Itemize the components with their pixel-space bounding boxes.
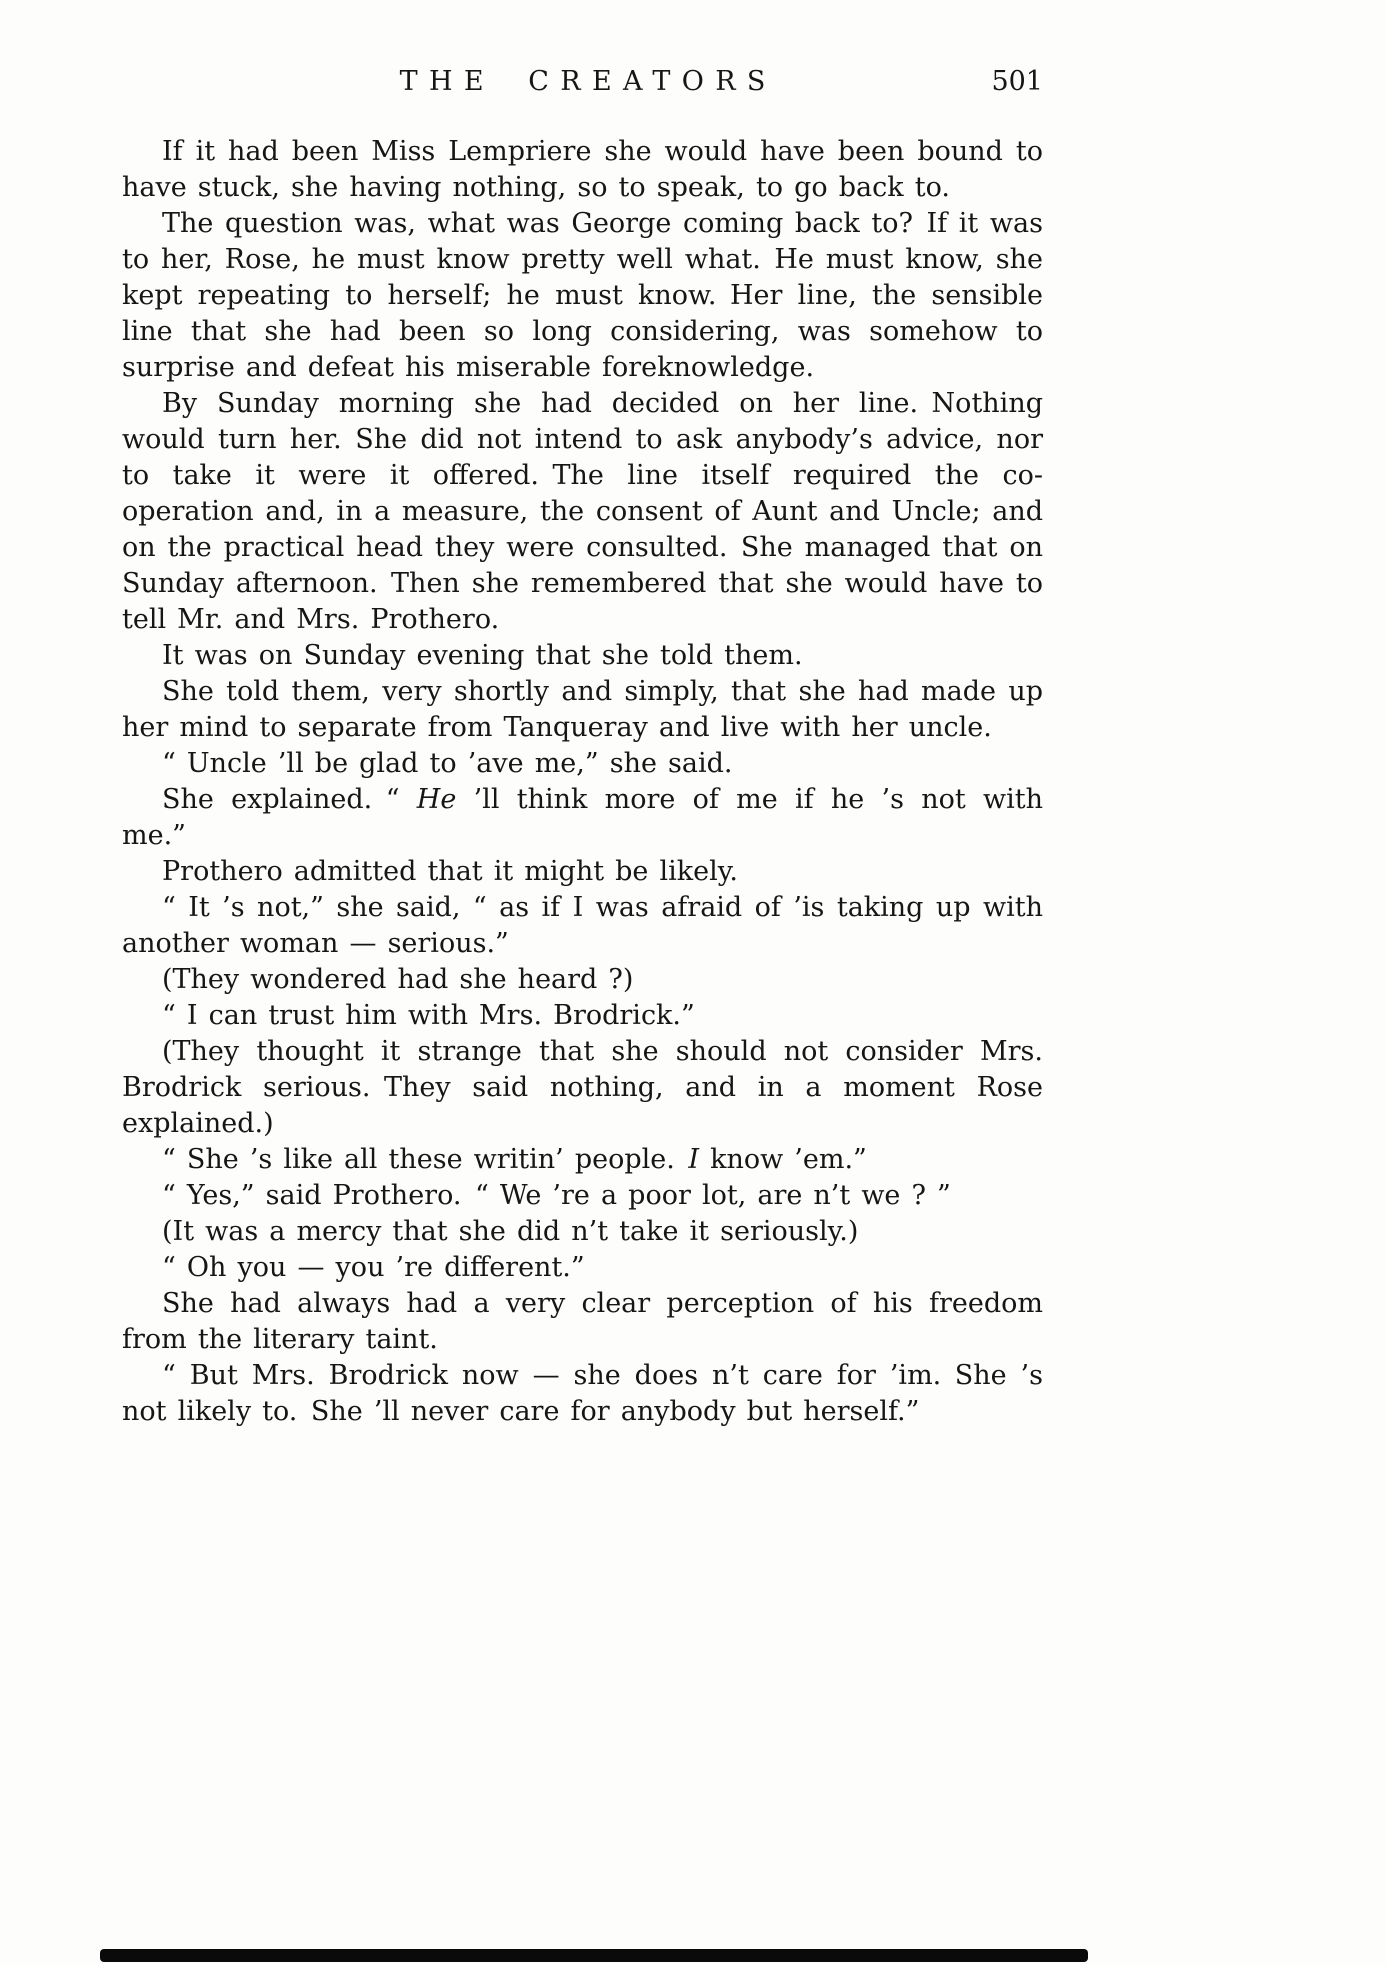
text-segment: “ It ’s not,” she said, “ as if I was afraid of ’is taking up with another woman — serious.” (122, 892, 1043, 959)
page-number: 501 (991, 66, 1043, 97)
text-segment: (They thought it strange that she should not consider Mrs. Brodrick serious. They said nothing, and in a moment Rose explained.) (122, 1036, 1043, 1139)
paragraph (122, 386, 1043, 638)
text-segment: She explained. “ (162, 784, 417, 815)
paragraph (122, 638, 1043, 674)
text-segment: He (416, 784, 457, 815)
paragraph (122, 854, 1043, 890)
paragraph (122, 962, 1043, 998)
paragraph (122, 1214, 1043, 1250)
text-segment: Prothero admitted that it might be likely. (162, 856, 738, 887)
text-segment: If it had been Miss Lempriere she would have been bound to have stuck, she having nothing, so to speak, to go back to. (122, 136, 1043, 203)
paragraph (122, 1034, 1043, 1142)
text-segment: “ Uncle ’ll be glad to ’ave me,” she said. (162, 748, 733, 779)
text-segment: By Sunday morning she had decided on her line. Nothing would turn her. She did not intend to ask anybody’s advice, nor to take it were it offered. The line itself required the co-operation and, in a measure, the consent of Aunt and Uncle; and on the practical head they were consulted. She managed that on Sunday afternoon. Then she remembered that she would have to tell Mr. and Mrs. Prothero. (122, 388, 1043, 635)
text-segment: She told them, very shortly and simply, that she had made up her mind to separate from Tanqueray and live with her uncle. (122, 676, 1043, 743)
text-segment: She had always had a very clear perception of his freedom from the literary taint. (122, 1288, 1043, 1355)
text-segment: “ Yes,” said Prothero. “ We ’re a poor lot, are n’t we ? ” (162, 1180, 951, 1211)
text-segment: It was on Sunday evening that she told them. (162, 640, 803, 671)
paragraph (122, 134, 1043, 206)
paragraph (122, 782, 1043, 854)
text-block (122, 134, 1043, 1430)
paragraph (122, 1178, 1043, 1214)
text-segment: “ I can trust him with Mrs. Brodrick.” (162, 1000, 695, 1031)
scan-edge-artifact (100, 1949, 1088, 1962)
paragraph (122, 1142, 1043, 1178)
paragraph (122, 746, 1043, 782)
paragraph (122, 890, 1043, 962)
text-segment: “ But Mrs. Brodrick now — she does n’t care for ’im. She ’s not likely to. She ’ll never care for anybody but herself.” (122, 1360, 1043, 1427)
paragraph (122, 674, 1043, 746)
text-segment: (They wondered had she heard ?) (162, 964, 634, 995)
text-segment: I (688, 1144, 699, 1175)
paragraph (122, 1358, 1043, 1430)
text-segment: ’ll think more of me if he ’s not with me.” (122, 784, 1043, 851)
running-title: THE CREATORS (399, 66, 777, 97)
text-segment: “ She ’s like all these writin’ people. (162, 1144, 689, 1175)
paragraph (122, 998, 1043, 1034)
paragraph (122, 1286, 1043, 1358)
paragraph (122, 206, 1043, 386)
text-segment: The question was, what was George coming back to? If it was to her, Rose, he must know pretty well what. He must know, she kept repeating to herself; he must know. Her line, the sensible line that she had been so long considering, was somehow to surprise and defeat his miserable foreknowledge. (122, 208, 1043, 383)
text-segment: “ Oh you — you ’re different.” (162, 1252, 585, 1283)
page-header (122, 66, 1043, 104)
text-segment: (It was a mercy that she did n’t take it seriously.) (162, 1216, 859, 1247)
text-segment: know ’em.” (699, 1144, 867, 1175)
paragraph (122, 1250, 1043, 1286)
page-content (122, 66, 1043, 1430)
